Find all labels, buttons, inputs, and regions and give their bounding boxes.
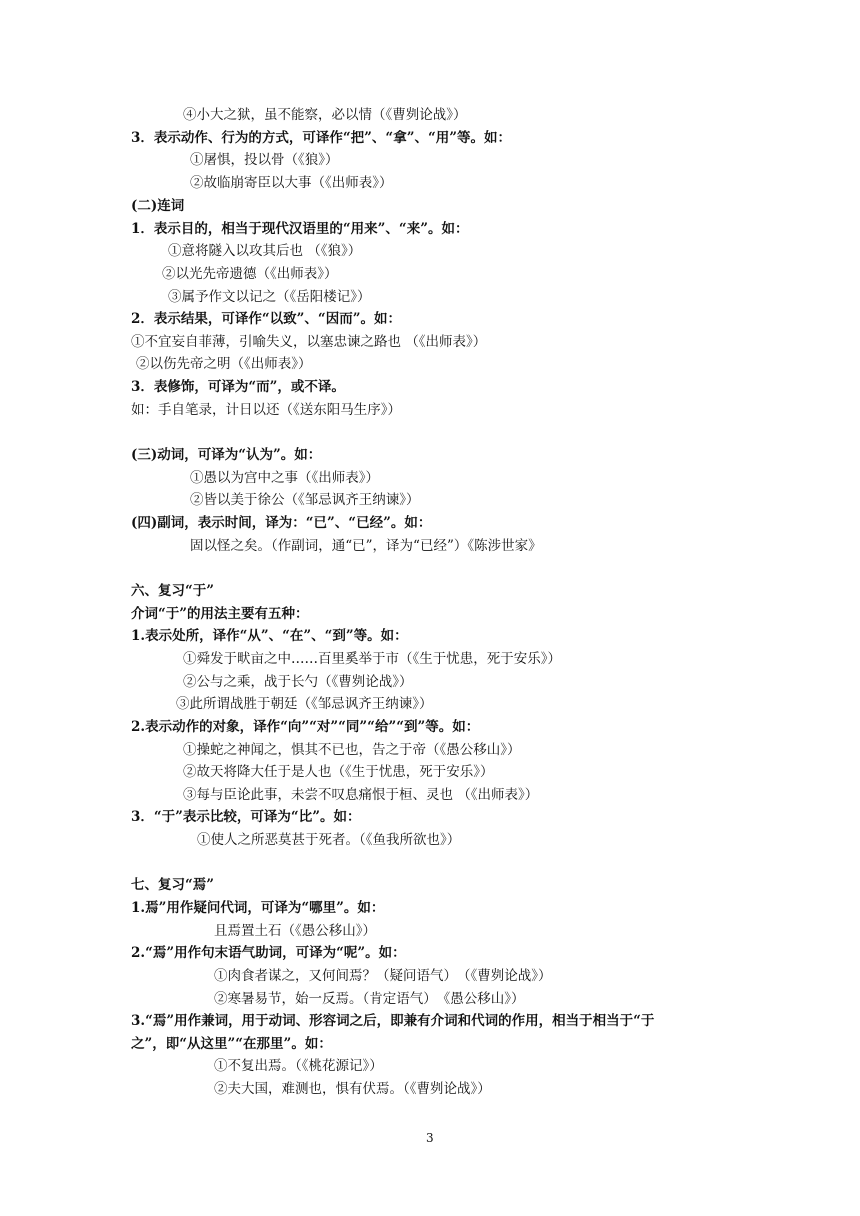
heading: 2.表示动作的对象，译作“向”“对”“同”“给”“到”等。如： [131, 719, 480, 735]
text-line: 固以怪之矣。（作副词，通“已”，译为“已经”）《陈涉世家》 [190, 538, 542, 554]
page-number: 3 [426, 1131, 434, 1145]
heading: 1.表示处所，译作“从”、“在”、“到”等。如： [131, 628, 408, 644]
text-line: ③属予作文以记之（《岳阳楼记》） [168, 289, 371, 305]
text-line: ②夫大国，难测也，惧有伏焉。（《曹刿论战》） [214, 1081, 491, 1097]
text-line: ①使人之所恶莫甚于死者。（《鱼我所欲也》） [197, 832, 461, 848]
text-line: ②以伤先帝之明（《出师表》） [136, 356, 312, 372]
heading: 3．“于”表示比较，可译为“比”。如： [131, 809, 361, 825]
text-line: ①屠惧，投以骨（《狼》） [190, 152, 339, 168]
text-line: 如：手自笔录，计日以还（《送东阳马生序》） [131, 402, 401, 418]
text-line: ③每与臣论此事，未尝不叹息痛恨于桓、灵也 （《出师表》） [183, 787, 539, 803]
heading: 3．表修饰，可译为“而”，或不译。 [131, 379, 345, 395]
text-line: ①舜发于畎亩之中……百里奚举于市（《生于忧患，死于安乐》） [183, 651, 561, 667]
heading: 2.“焉”用作句末语气助词，可译为“呢”。如： [131, 945, 406, 961]
section-title: 六、复习“于” [131, 583, 215, 599]
heading: 介词“于”的用法主要有五种： [131, 606, 309, 622]
text-line: ②故天将降大任于是人也（《生于忧患，死于安乐》） [183, 764, 494, 780]
text-line: ③此所谓战胜于朝廷（《邹忌讽齐王纳谏》） [176, 696, 433, 712]
section-title: 七、复习“焉” [131, 877, 215, 893]
text-line: ①不宜妄自菲薄，引喻失义，以塞忠谏之路也 （《出师表》） [131, 334, 487, 350]
heading: 1.焉”用作疑问代词，可译为“哪里”。如： [131, 900, 385, 916]
text-line: ②皆以美于徐公（《邹忌讽齐王纳谏》） [190, 492, 420, 508]
text-line: ②故临崩寄臣以大事（《出师表》） [190, 175, 393, 191]
heading: 3．表示动作、行为的方式，可译作“把”、“拿”、“用”等。如： [131, 130, 511, 146]
heading: 之”，即“从这里”“在那里”。如： [131, 1036, 332, 1052]
text-line: ①意将隧入以攻其后也 （《狼》） [168, 243, 362, 259]
heading: (二)连词 [131, 198, 185, 214]
heading: 3.“焉”用作兼词，用于动词、形容词之后，即兼有介词和代词的作用，相当于相当于“于 [131, 1013, 655, 1029]
text-line: ①愚以为宫中之事（《出师表》） [190, 470, 379, 486]
text-line: ①肉食者谋之，又何间焉？（疑问语气） （《曹刿论战》） [214, 968, 552, 984]
text-line: ②以光先帝遗德（《出师表》） [162, 266, 338, 282]
heading: 1．表示目的，相当于现代汉语里的“用来”、“来”。如： [131, 221, 469, 237]
text-line: ②公与之乘，战于长勺（《曹刿论战》） [183, 674, 413, 690]
text-line: 且焉置土石（《愚公移山》） [214, 923, 376, 939]
heading: (三)动词，可译为“认为”。如： [131, 447, 322, 463]
heading: (四)副词，表示时间，译为：“已”、“已经”。如： [131, 515, 432, 531]
heading: 2．表示结果，可译作“以致”、“因而”。如： [131, 311, 401, 327]
text-line: ②寒暑易节，始一反焉。（肯定语气） 《愚公移山》） [214, 991, 525, 1007]
text-line: ④小大之狱，虽不能察，必以情（《曹刿论战》） [183, 107, 467, 123]
text-line: ①操蛇之神闻之，惧其不已也，告之于帝（《愚公移山》） [183, 742, 521, 758]
text-line: ①不复出焉。（《桃花源记》） [214, 1058, 383, 1074]
